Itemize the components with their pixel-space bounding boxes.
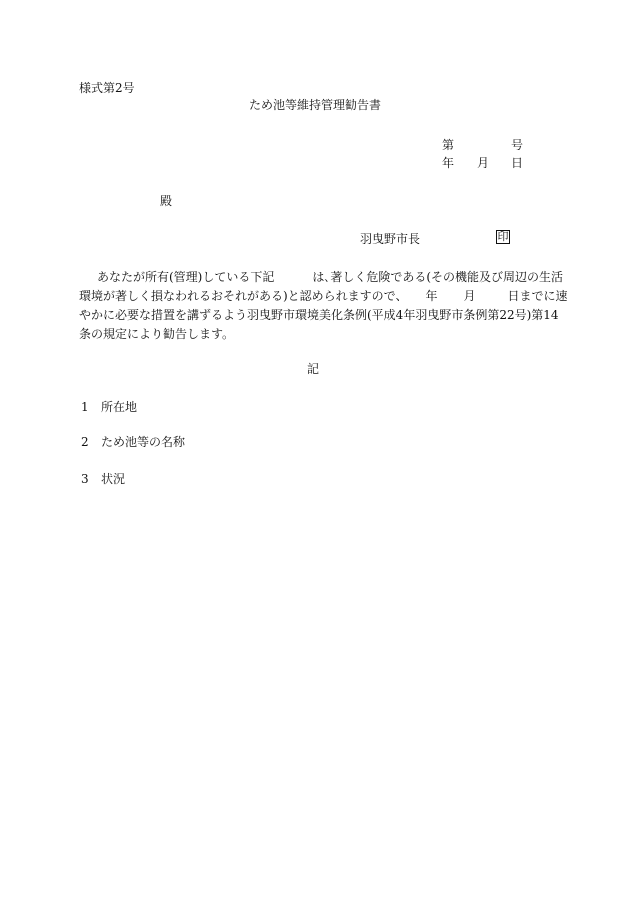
item-number: 1: [81, 400, 89, 414]
ki-heading: 記: [307, 362, 320, 376]
body-line-3: やかに必要な措置を講ずるよう羽曳野市環境美化条例(平成4年羽曳野市条例第22号)第14: [79, 308, 559, 322]
item-number: 3: [81, 472, 89, 486]
seal-mark: 印: [497, 230, 509, 243]
document-number-suffix: 号: [511, 138, 524, 152]
body-line-4: 条の規定により勧告します。: [79, 327, 235, 341]
issuer-name: 羽曳野市長: [360, 232, 421, 246]
body-line-1-part-b: は､著しく危険である(その機能及び周辺の生活: [312, 270, 564, 284]
body-line-1: [79, 268, 564, 287]
body-line-2-month: 月: [463, 289, 476, 303]
body-line-2: [79, 287, 568, 306]
addressee-honorific: 殿: [160, 194, 173, 208]
form-number: 様式第2号: [79, 81, 135, 95]
body-line-2-part-a: 環境が著しく損なわれるおそれがある)と認められますので、: [79, 289, 408, 303]
document-title: ため池等維持管理勧告書: [249, 98, 382, 112]
item-number: 2: [81, 435, 89, 449]
date-day-label: 日: [511, 156, 524, 170]
document-number-prefix: 第: [442, 138, 455, 152]
body-paragraph: [79, 268, 568, 344]
body-line-2-day: 日までに速: [507, 289, 568, 303]
body-line-2-year: 年: [425, 289, 438, 303]
body-line-1-part-a: あなたが所有(管理)している下記: [97, 270, 275, 284]
date-month-label: 月: [477, 156, 490, 170]
date-year-label: 年: [442, 156, 455, 170]
item-label-pond-name: ため池等の名称: [101, 435, 186, 449]
item-label-location: 所在地: [101, 400, 138, 414]
item-label-condition: 状況: [101, 472, 126, 486]
